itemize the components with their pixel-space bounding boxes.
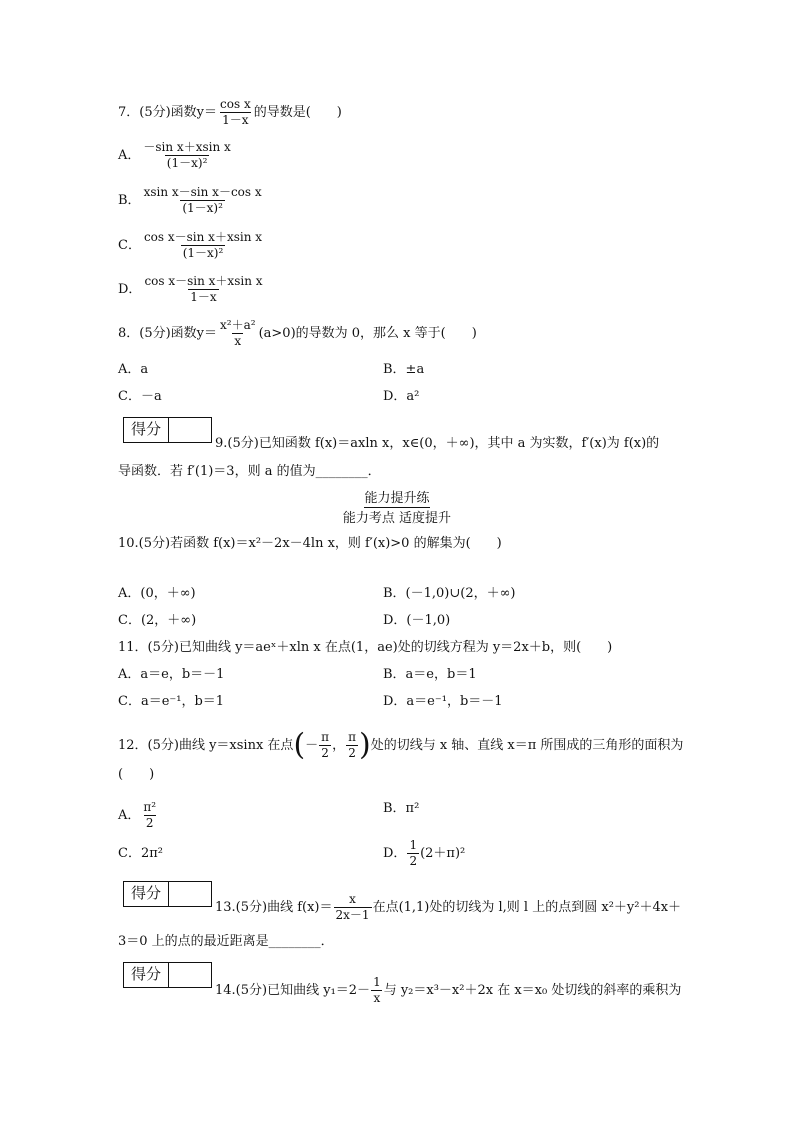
q7-fraction: $\frac{\text{cos x}}{1-x}$ — [220, 97, 251, 127]
q9-line1: 9.(5分)已知函数 f(x)＝axln x，x∈(0，＋∞)，其中 a 为实数，f′(x)为 f(x)的 — [215, 436, 660, 451]
q12-option-d: D． $\frac{1}{2}$ (2＋π)² — [383, 838, 466, 868]
q11-option-c: C．a＝e⁻¹，b＝1 — [118, 694, 225, 709]
q8-option-d: D．a² — [383, 389, 420, 404]
q8-stem: 8．(5分)函数y＝ $\frac{\text{x²＋a²}}{x}$ (a>0)的导数为 0，那么 x 等于( ) — [118, 318, 477, 348]
q11-option-b: B．a＝e，b＝1 — [383, 667, 477, 682]
section-subtitle: 能力考点 适度提升 — [342, 511, 452, 526]
q12-line2: ( ) — [118, 767, 155, 782]
q11-option-d: D．a＝e⁻¹，b＝－1 — [383, 694, 503, 709]
q9-line2: 导函数．若 f′(1)＝3，则 a 的值为________． — [118, 464, 381, 479]
section-heading — [0, 487, 794, 508]
q12-option-c: C．2π² — [118, 846, 163, 861]
q10-option-c: C．(2，＋∞) — [118, 613, 197, 628]
score-label: 得分 — [124, 882, 169, 906]
q13-stem: 13.(5分)曲线 f(x)＝ $\frac{x}{2x-1}$ 在点(1,1)处的切线为 l,则 l 上的点到圆 x²＋y²＋4x＋ — [215, 892, 682, 922]
score-box — [123, 962, 212, 988]
q7-option-c: C． $\frac{\text{cos x－sin x＋xsin x}}{\text{(1－x)²}}$ — [118, 230, 263, 260]
score-box — [123, 417, 212, 443]
q11-option-a: A．a＝e，b＝－1 — [118, 667, 225, 682]
q7-option-d: D． $\frac{\text{cos x－sin x＋xsin x}}{1-x}$ — [118, 274, 263, 304]
q11-stem: 11．(5分)已知曲线 y＝aeˣ＋xln x 在点(1，ae)处的切线方程为 y＝2x＋b，则( ) — [118, 640, 613, 655]
q8-option-b: B．±a — [383, 362, 425, 377]
q12-stem: 12．(5分)曲线 y＝xsinx 在点(－ $\frac{\pi}{2}$ ， $\frac{\pi}{2}$ )处的切线与 x 轴、直线 x＝π 所围成的三角形的面积为 — [118, 727, 684, 763]
q12-option-b: B．π² — [383, 801, 420, 816]
q7-stem: 7．(5分)函数y＝ $\frac{\text{cos x}}{1-x}$ 的导数是( ) — [118, 97, 342, 127]
score-box — [123, 881, 212, 907]
q10-option-a: A．(0，＋∞) — [118, 586, 196, 601]
q12-option-a: A． $\frac{\text{π²}}{2}$ — [118, 800, 157, 830]
q10-stem: 10.(5分)若函数 f(x)＝x²－2x－4ln x，则 f′(x)>0 的解集为( ) — [118, 536, 502, 551]
q7-option-a: A． $\frac{\text{－sin x＋xsin x}}{\text{(1－x)²}}$ — [118, 140, 231, 170]
section-title: 能力提升练 — [364, 487, 429, 508]
q10-option-b: B．(－1,0)∪(2，＋∞) — [383, 586, 516, 601]
q14-stem: 14.(5分)已知曲线 y₁＝2－ $\frac{1}{x}$ 与 y₂＝x³－x²＋2x 在 x＝x₀ 处切线的斜率的乘积为 — [215, 975, 682, 1005]
score-label: 得分 — [124, 963, 169, 987]
q10-option-d: D．(－1,0) — [383, 613, 451, 628]
q8-option-a: A．a — [118, 362, 149, 377]
q8-option-c: C．－a — [118, 389, 162, 404]
q7-option-b: B． $\frac{\text{xsin x－sin x－cos x}}{\text{(1－x)²}}$ — [118, 185, 262, 215]
score-label: 得分 — [124, 418, 169, 442]
q13-line2: 3＝0 上的点的最近距离是________． — [118, 934, 334, 949]
